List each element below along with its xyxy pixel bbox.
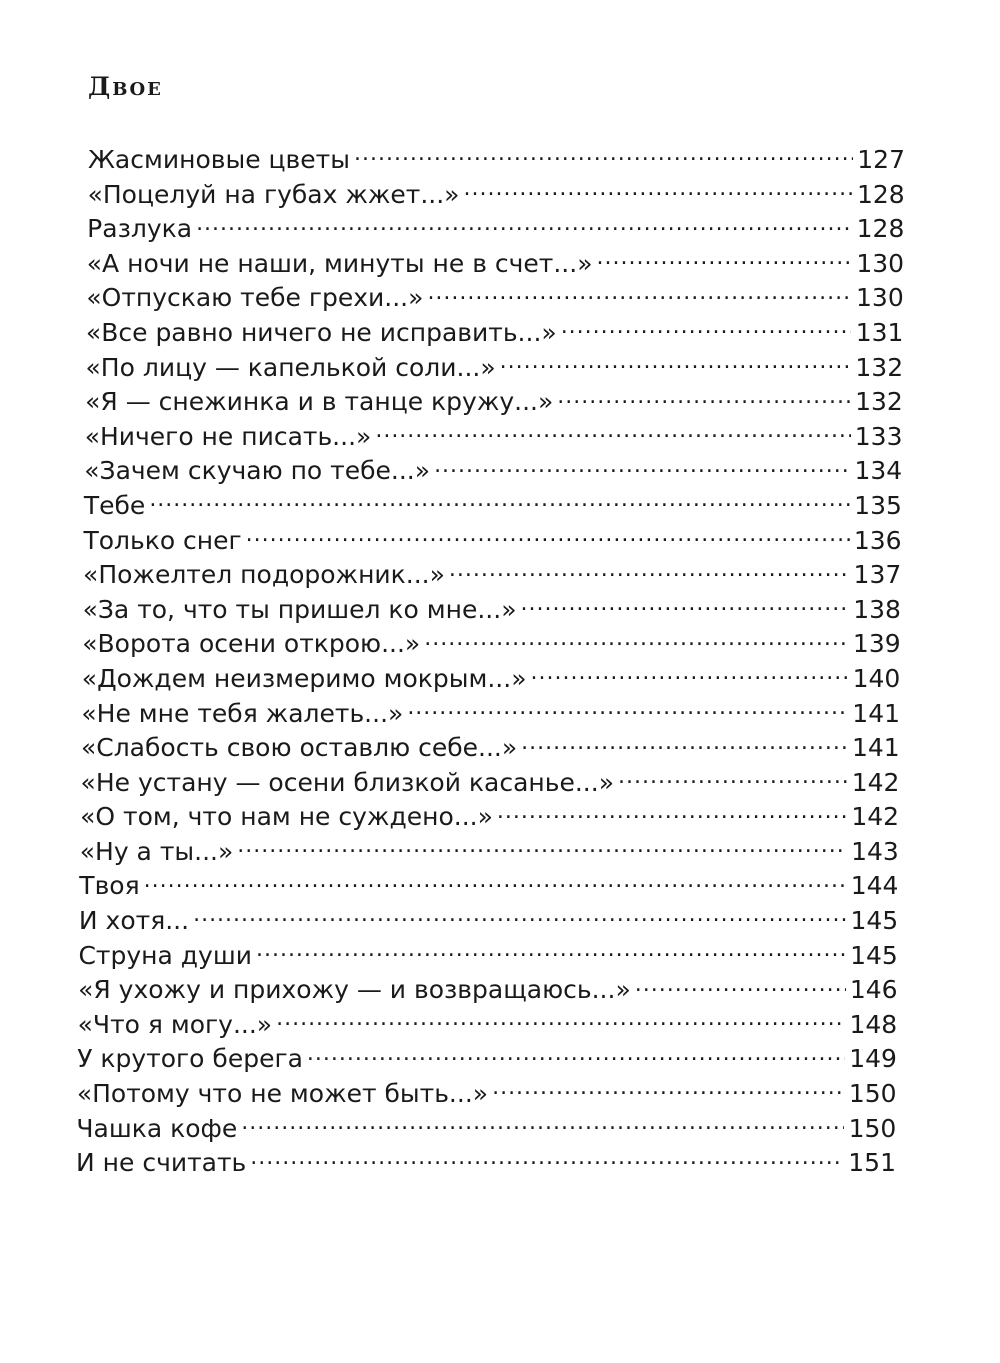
table-of-contents — [0, 143, 1000, 1181]
toc-entry-page-number: 130 — [856, 283, 904, 313]
toc-dot-leader — [635, 973, 846, 998]
toc-entry — [85, 385, 903, 420]
toc-entry-title: «Дождем неизмеримо мокрым...» — [81, 663, 527, 693]
toc-entry-page-number: 139 — [852, 629, 901, 659]
toc-dot-leader — [434, 454, 850, 479]
toc-entry — [84, 489, 902, 524]
toc-dot-leader — [149, 489, 850, 514]
toc-dot-leader — [463, 178, 852, 203]
toc-entry-page-number: 137 — [853, 560, 902, 590]
toc-entry — [88, 178, 905, 213]
toc-entry-title: «Что я могу...» — [77, 1009, 273, 1039]
toc-entry-title: «Зачем скучаю по тебе...» — [84, 456, 431, 486]
toc-entry-page-number: 135 — [854, 490, 902, 520]
toc-entry-title: «Ничего не писать...» — [84, 421, 372, 451]
toc-entry — [83, 524, 901, 559]
toc-entry — [76, 1112, 896, 1147]
toc-entry-page-number: 148 — [849, 1009, 898, 1039]
toc-entry — [78, 939, 897, 974]
toc-entry — [88, 143, 905, 178]
toc-dot-leader — [250, 1146, 844, 1171]
toc-entry — [86, 281, 903, 316]
toc-entry-page-number: 150 — [848, 1113, 897, 1143]
toc-entry-title: Чашка кофе — [76, 1113, 238, 1143]
toc-dot-leader — [307, 1042, 845, 1067]
toc-entry-page-number: 143 — [851, 836, 899, 866]
toc-entry-title: «Я ухожу и прихожу — и возвращаюсь...» — [78, 975, 631, 1005]
toc-dot-leader — [375, 420, 850, 445]
toc-dot-leader — [427, 281, 851, 306]
toc-dot-leader — [276, 1008, 845, 1033]
toc-entry-title: И не считать — [76, 1148, 247, 1178]
toc-entry-title: «Потому что не может быть...» — [76, 1079, 489, 1109]
toc-dot-leader — [424, 627, 848, 652]
toc-entry — [86, 351, 904, 386]
toc-dot-leader — [597, 247, 853, 272]
toc-entry — [81, 766, 900, 801]
toc-entry — [79, 904, 898, 939]
toc-entry-page-number: 136 — [853, 525, 902, 555]
toc-entry — [82, 662, 901, 697]
toc-entry-page-number: 150 — [848, 1079, 897, 1109]
toc-entry-title: «Все равно ничего не исправить...» — [85, 317, 557, 347]
toc-entry — [85, 420, 903, 455]
toc-entry — [76, 1146, 896, 1181]
toc-entry-title: Струна души — [78, 940, 252, 970]
section-title: Двое — [88, 72, 163, 101]
toc-entry-page-number: 132 — [855, 387, 903, 417]
toc-entry-page-number: 131 — [855, 317, 904, 347]
toc-entry-title: «За то, что ты пришел ко мне...» — [82, 594, 517, 624]
toc-entry-title: «Не мне тебя жалеть...» — [81, 698, 404, 728]
toc-entry-page-number: 145 — [850, 906, 899, 936]
toc-entry — [78, 973, 897, 1008]
toc-entry — [84, 454, 902, 489]
toc-dot-leader — [144, 869, 847, 894]
toc-entry-page-number: 132 — [855, 352, 904, 382]
toc-entry-page-number: 130 — [856, 248, 905, 278]
toc-dot-leader — [530, 662, 848, 687]
toc-dot-leader — [237, 835, 847, 860]
toc-entry — [77, 1042, 897, 1077]
toc-entry — [81, 697, 900, 732]
toc-entry-title: «Ну а ты...» — [79, 836, 234, 866]
toc-entry-page-number: 142 — [851, 802, 900, 832]
toc-entry-title: Твоя — [79, 871, 140, 901]
toc-entry-title: Тебе — [83, 490, 146, 520]
toc-entry — [79, 869, 898, 904]
toc-entry-page-number: 127 — [857, 145, 905, 174]
toc-entry-page-number: 151 — [848, 1148, 896, 1178]
toc-entry — [80, 835, 899, 870]
toc-entry-title: Разлука — [87, 214, 193, 244]
toc-dot-leader — [449, 558, 849, 583]
toc-dot-leader — [256, 939, 846, 964]
toc-dot-leader — [492, 1077, 845, 1102]
toc-entry-page-number: 141 — [852, 698, 901, 728]
toc-dot-leader — [193, 904, 846, 929]
toc-entry-page-number: 133 — [854, 421, 903, 451]
toc-entry — [87, 247, 904, 282]
toc-entry — [83, 558, 901, 593]
toc-entry-title: «Ворота осени открою...» — [82, 629, 421, 659]
toc-entry — [86, 316, 904, 351]
toc-entry-page-number: 142 — [851, 767, 900, 797]
toc-entry-page-number: 128 — [856, 179, 905, 209]
toc-dot-leader — [497, 800, 847, 825]
toc-entry-title: Только снег — [83, 525, 242, 555]
toc-entry — [78, 1008, 898, 1043]
toc-dot-leader — [520, 593, 848, 618]
toc-entry-page-number: 140 — [852, 663, 901, 693]
toc-dot-leader — [557, 385, 851, 410]
toc-entry-page-number: 144 — [850, 871, 899, 901]
toc-entry — [87, 212, 904, 247]
toc-entry-title: «Слабость свою оставлю себе...» — [80, 733, 518, 763]
toc-entry-title: «О том, что нам не суждено...» — [80, 802, 493, 832]
toc-entry — [77, 1077, 897, 1112]
toc-entry-title: У крутого берега — [77, 1044, 303, 1074]
toc-entry-title: «Пожелтел подорожник...» — [83, 560, 445, 590]
toc-entry-page-number: 128 — [856, 214, 905, 244]
toc-dot-leader — [241, 1112, 844, 1137]
toc-entry-page-number: 145 — [850, 940, 898, 970]
toc-dot-leader — [521, 731, 848, 756]
toc-entry-page-number: 138 — [853, 594, 901, 624]
toc-entry — [83, 593, 901, 628]
toc-dot-leader — [196, 212, 852, 237]
toc-entry-title: «Отпускаю тебе грехи...» — [86, 283, 424, 313]
toc-entry-title: И хотя... — [78, 906, 190, 936]
toc-entry-page-number: 141 — [851, 733, 900, 763]
toc-dot-leader — [618, 766, 847, 791]
toc-entry — [81, 731, 900, 766]
toc-dot-leader — [500, 351, 851, 376]
toc-dot-leader — [407, 697, 848, 722]
toc-entry — [80, 800, 899, 835]
toc-dot-leader — [354, 143, 853, 168]
toc-entry-title: «По лицу — капелькой соли...» — [85, 352, 496, 382]
toc-entry-page-number: 149 — [849, 1044, 897, 1074]
toc-entry-title: «А ночи не наши, минуты не в счет...» — [86, 248, 593, 278]
toc-entry-page-number: 134 — [854, 456, 903, 486]
toc-dot-leader — [246, 524, 850, 549]
toc-entry-page-number: 146 — [849, 975, 898, 1005]
toc-entry-title: Жасминовые цветы — [88, 145, 350, 174]
toc-entry-title: «Не устану — осени близкой касанье...» — [80, 767, 614, 797]
toc-dot-leader — [561, 316, 852, 341]
toc-entry — [82, 627, 900, 662]
toc-entry-title: «Поцелуй на губах жжет...» — [87, 179, 460, 209]
toc-entry-title: «Я — снежинка и в танце кружу...» — [85, 387, 554, 417]
